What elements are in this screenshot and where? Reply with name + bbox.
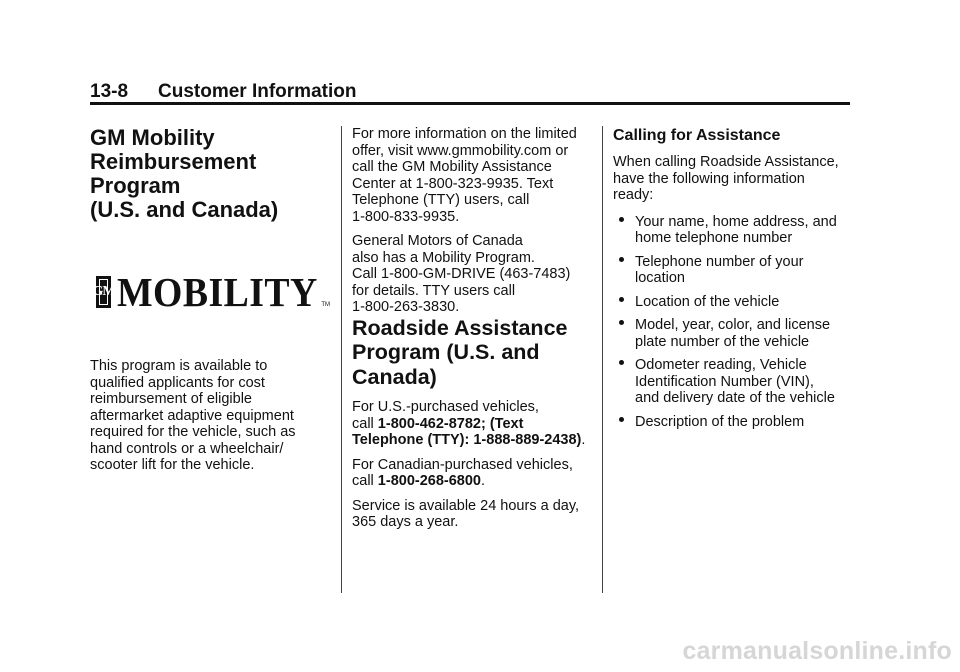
calling-assistance-heading: Calling for Assistance [613, 127, 781, 144]
heading-line: Reimbursement Program [90, 149, 257, 198]
bullet-icon [619, 417, 624, 422]
calling-intro: When calling Roadside Assistance, have the following information ready: [613, 154, 839, 203]
bullet-icon [619, 257, 624, 262]
list-item: Model, year, color, and license plate number of the vehicle [613, 317, 853, 350]
mobility-wordmark: MOBILITY [117, 269, 318, 315]
mobility-info-paragraph: For more information on the limited offer, visit www.gmmobility.com or call the GM Mobility Assistance Center at 1-800-323-9935. Text Telephone (TTY) users, call 1-800-833-9935. [352, 126, 577, 225]
column-2 [352, 126, 592, 531]
list-item: Location of the vehicle [613, 294, 853, 311]
bullet-icon [619, 297, 624, 302]
gm-mobility-logo [92, 269, 330, 315]
list-item: Telephone number of your location [613, 254, 853, 287]
canada-mobility-paragraph: General Motors of Canada also has a Mobility Program. Call 1-800-GM-DRIVE (463-7483) for details. TTY users call 1-800-263-3830. [352, 233, 571, 315]
page-number: 13-8 [90, 81, 129, 102]
heading-line: (U.S. and Canada) [90, 197, 279, 222]
roadside-heading: Roadside Assistance Program (U.S. and Canada) [352, 315, 568, 389]
column-3 [613, 126, 853, 437]
bullet-icon [619, 320, 624, 325]
bullet-icon [619, 217, 624, 222]
heading-line: GM Mobility [90, 125, 215, 150]
us-tty-phone: Telephone (TTY): 1-888-889-2438) [352, 432, 582, 448]
column-divider-2 [602, 126, 603, 593]
column-divider-1 [341, 126, 342, 593]
gm-logo-icon [92, 276, 115, 308]
header-rule [90, 102, 850, 105]
canada-roadside-paragraph: For Canadian-purchased vehicles, call 1-800-268-6800. [352, 456, 573, 489]
column-1 [90, 126, 330, 474]
us-phone: 1-800-462-8782; (Text [377, 415, 524, 432]
bullet-icon [619, 360, 624, 365]
mobility-description: This program is available to qualified applicants for cost reimbursement of eligible aftermarket adaptive equipment required for the vehicle, such as hand controls or a wheelchair/ scooter lift for the vehicle. [90, 358, 296, 473]
required-info-list [613, 214, 853, 431]
list-item: Description of the problem [613, 414, 853, 431]
trademark-mark: TM [321, 302, 330, 308]
us-roadside-paragraph: For U.S.-purchased vehicles, call 1-800-462-8782; (Text Telephone (TTY): 1-888-889-2438). [352, 399, 586, 448]
list-item: Your name, home address, and home telephone number [613, 214, 853, 247]
mobility-heading [90, 126, 330, 222]
canada-phone: 1-800-268-6800 [377, 473, 481, 489]
site-watermark: carmanualsonline.info [682, 637, 952, 665]
service-hours-paragraph: Service is available 24 hours a day, 365 days a year. [352, 497, 580, 530]
list-item: Odometer reading, Vehicle Identification Number (VIN), and delivery date of the vehicle [613, 357, 853, 407]
gm-logo-text: GM [99, 279, 108, 305]
section-title: Customer Information [158, 81, 357, 102]
